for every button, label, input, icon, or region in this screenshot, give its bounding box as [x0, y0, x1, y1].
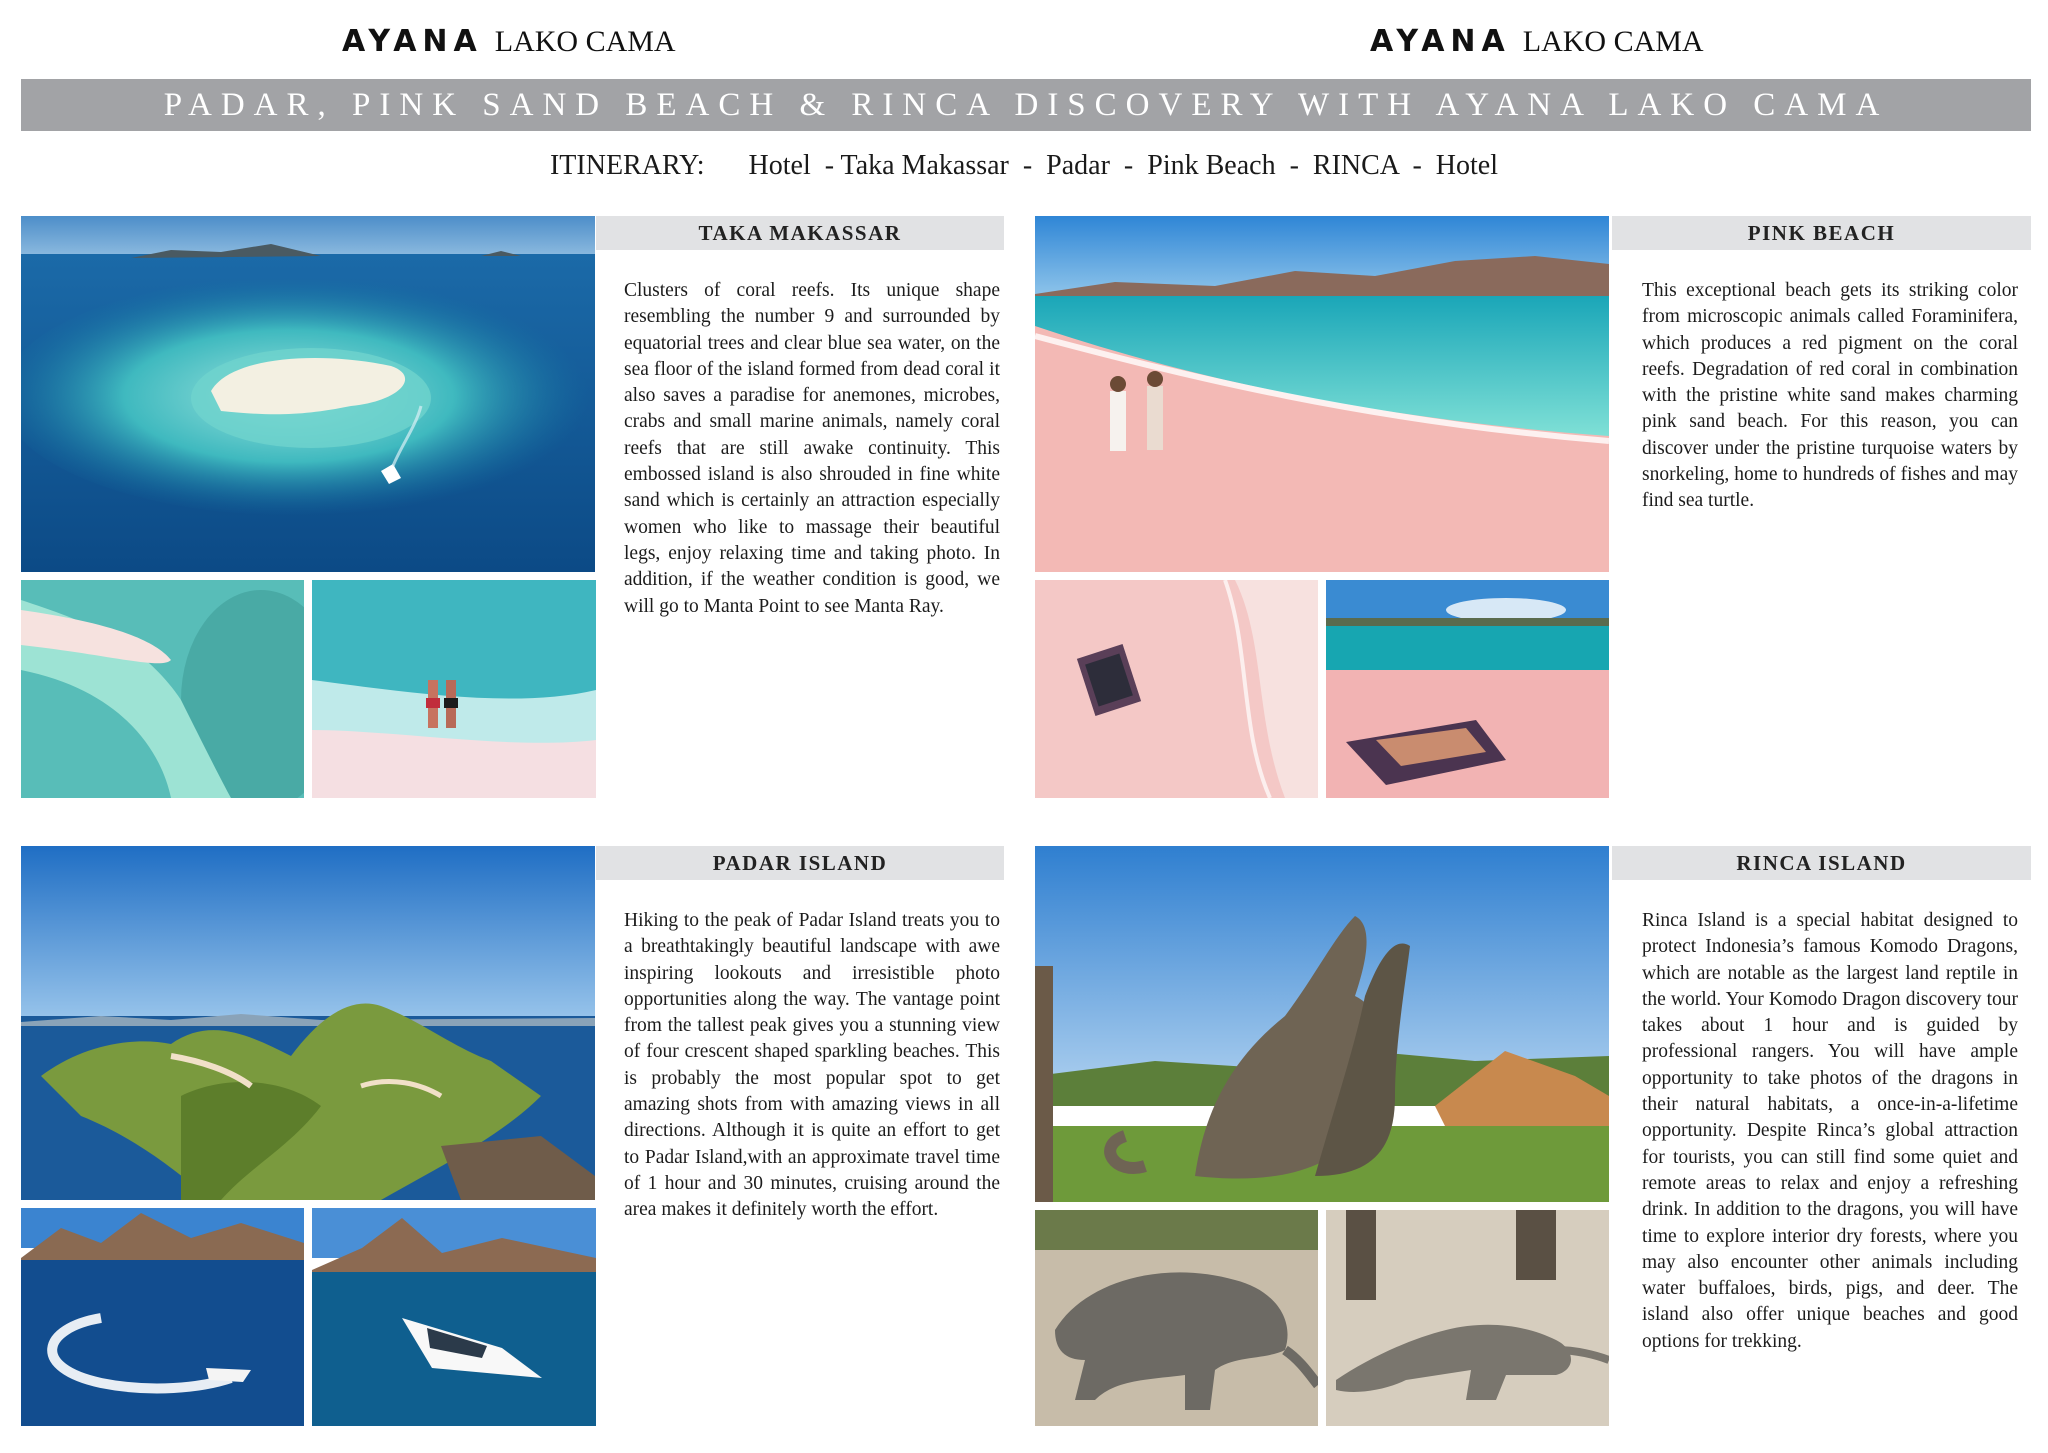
rinca-komodo-dragons-photo [1035, 846, 1609, 1202]
itinerary-line [0, 150, 2048, 182]
pink-beach-sunbathers-photo [1326, 580, 1609, 798]
pink-beach-main-photo [1035, 216, 1609, 572]
pink-beach-heading: PINK BEACH [1612, 216, 2031, 250]
padar-speedboat-photo [21, 1208, 304, 1426]
rinca-dragon-walking-photo [1035, 1210, 1318, 1426]
pink-beach-towel-aerial-photo [1035, 580, 1318, 798]
rinca-dragon-resting-photo [1326, 1210, 1609, 1426]
logo-sub: LAKO CAMA [494, 25, 676, 58]
rinca-island-description: Rinca Island is a special habitat designed to protect Indonesia’s famous Komodo Dragons, which are notable as the largest land reptile in the world. Your Komodo Dragon discovery tour takes about 1 hour and is guided by professional rangers. You will have ample opportunity to take photos of the dragons in their natural habitats, a once-in-a-lifetime opportunity. Despite Rinca’s global attraction for tourists, you can still find some quiet and remote areas to relax and enjoy a refreshing drink. In addition to the dragons, you will have time to explore interior dry forests, where you may also encounter other animals including water buffaloes, birds, pigs, and deer. The island also offer unique beaches and good options for trekking. [1642, 910, 2018, 1352]
title-banner [21, 79, 2031, 131]
logo-brand: AYANA [1370, 24, 1511, 59]
padar-yacht-photo [312, 1208, 596, 1426]
pink-beach-description: This exceptional beach gets its striking color from microscopic animals called Foraminifera, which produces a red pigment on the coral reefs. Degradation of red coral in combination with the pristine white sand makes charming pink sand beach. For this reason, you can discover under the pristine turquoise waters by snorkeling, home to hundreds of fishes and may find sea turtle. [1642, 280, 2018, 512]
taka-makassar-heading: TAKA MAKASSAR [596, 216, 1004, 250]
rinca-island-heading: RINCA ISLAND [1612, 846, 2031, 880]
padar-island-heading: PADAR ISLAND [596, 846, 1004, 880]
itinerary-route: Hotel - Taka Makassar - Padar - Pink Beach - RINCA - Hotel [748, 150, 1498, 181]
banner-title: PADAR, PINK SAND BEACH & RINCA DISCOVERY WITH AYANA LAKO CAMA [163, 86, 1889, 123]
ayana-logo-right [1370, 24, 1704, 64]
ayana-logo-left [342, 24, 676, 64]
taka-makassar-description: Clusters of coral reefs. Its unique shape resembling the number 9 and surrounded by equatorial trees and clear blue sea water, on the sea floor of the island formed from dead coral it also saves a paradise for anemones, microbes, crabs and small marine animals, namely coral reefs that are still awake continuity. This embossed island is also shrouded in fine white sand which is certainly an attraction especially women who like to massage their beautiful legs, enjoy relaxing time and taking photo. In addition, if the weather condition is good, we will go to Manta Point to see Manta Ray. [624, 280, 1000, 617]
taka-makassar-sandbar-photo [21, 580, 304, 798]
taka-makassar-snorkelers-photo [312, 580, 596, 798]
padar-island-panorama-photo [21, 846, 595, 1200]
itinerary-label: ITINERARY: [549, 150, 705, 181]
logo-sub: LAKO CAMA [1522, 25, 1704, 58]
taka-makassar-aerial-photo [21, 216, 595, 572]
logo-brand: AYANA [342, 24, 483, 59]
padar-island-description: Hiking to the peak of Padar Island treats you to a breathtakingly beautiful landscape with awe inspiring lookouts and irresistible photo opportunities along the way. The vantage point from the tallest peak gives you a stunning view of four crescent shaped sparkling beaches. This is probably the most popular spot to get amazing shots from with amazing views in all directions. Although it is quite an effort to get to Padar Island,with an approximate travel time of 1 hour and 30 minutes, cruising around the area makes it definitely worth the effort. [624, 910, 1000, 1221]
